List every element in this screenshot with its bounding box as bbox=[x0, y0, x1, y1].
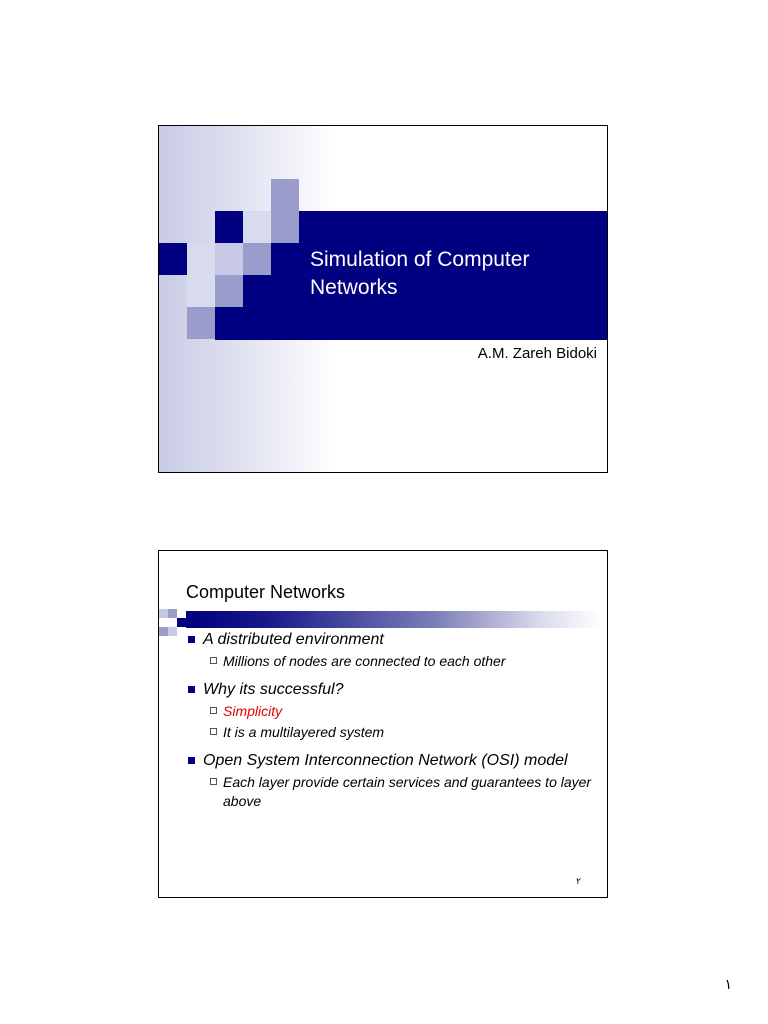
slide-title: Simulation of Computer Networks bbox=[310, 248, 530, 299]
square-bullet-icon bbox=[188, 686, 195, 693]
decor-square bbox=[168, 609, 177, 618]
hollow-square-bullet-icon bbox=[210, 707, 217, 714]
decor-square bbox=[159, 609, 168, 618]
page-number: ۱ bbox=[724, 976, 732, 992]
bullet-item: Why its successful? bbox=[186, 679, 596, 700]
decor-square bbox=[159, 243, 187, 275]
author-name: A.M. Zareh Bidoki bbox=[477, 345, 597, 362]
bullet-item: Open System Interconnection Network (OSI) model bbox=[186, 750, 596, 771]
decor-square bbox=[271, 211, 299, 243]
square-bullet-icon bbox=[188, 757, 195, 764]
bullet-item: A distributed environment bbox=[186, 629, 596, 650]
sub-bullet-item: Millions of nodes are connected to each other bbox=[186, 652, 596, 671]
decor-square bbox=[177, 618, 186, 627]
decor-square bbox=[187, 275, 215, 307]
decor-square bbox=[243, 243, 271, 275]
hollow-square-bullet-icon bbox=[210, 657, 217, 664]
title-slide bbox=[158, 125, 608, 473]
decor-square bbox=[168, 627, 177, 636]
decor-square bbox=[271, 179, 299, 211]
decor-square bbox=[187, 307, 215, 339]
decor-square bbox=[243, 211, 271, 243]
slide-number: ۲ bbox=[576, 876, 581, 886]
bullet-list bbox=[186, 629, 596, 811]
decor-square bbox=[187, 243, 215, 275]
highlighted-text: Simplicity bbox=[223, 703, 283, 719]
sub-bullet-item: It is a multilayered system bbox=[186, 723, 596, 742]
sub-bullet-item: Each layer provide certain services and guarantees to layer above bbox=[186, 773, 596, 811]
decor-square bbox=[215, 243, 243, 275]
hollow-square-bullet-icon bbox=[210, 728, 217, 735]
title-underline-bar bbox=[186, 611, 601, 628]
decor-square bbox=[159, 627, 168, 636]
slide-title: Computer Networks bbox=[186, 582, 346, 602]
sub-bullet-item bbox=[186, 702, 596, 721]
content-slide bbox=[158, 550, 608, 898]
square-bullet-icon bbox=[188, 636, 195, 643]
decor-square bbox=[215, 275, 243, 307]
hollow-square-bullet-icon bbox=[210, 778, 217, 785]
